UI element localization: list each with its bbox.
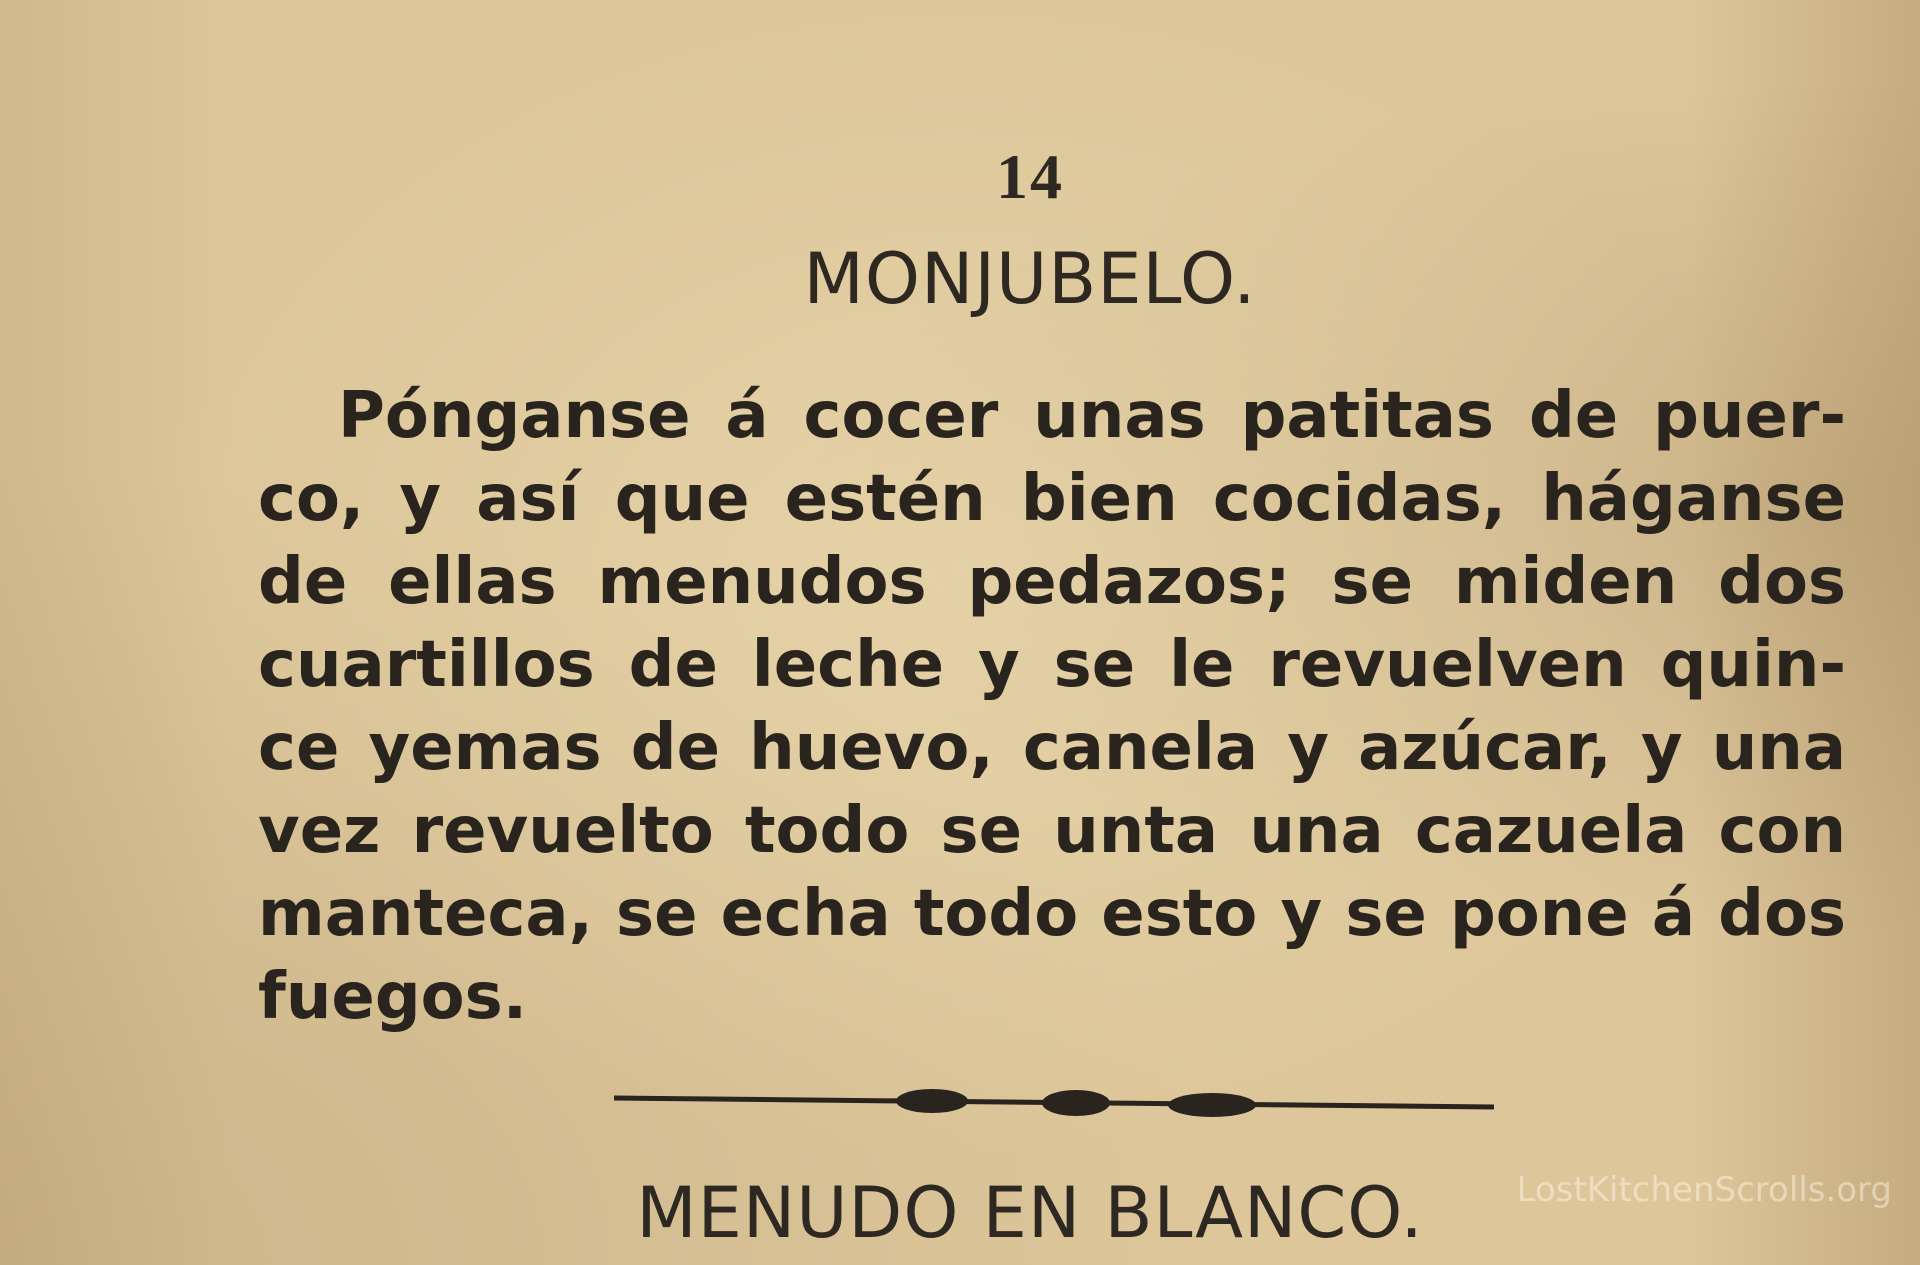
- body-line: de ellas menudos pedazos; se miden dos: [258, 545, 1846, 619]
- body-line: vez revuelto todo se unta una cazuela con: [258, 794, 1846, 868]
- next-recipe-title: MENUDO EN BLANCO.: [636, 1172, 1424, 1254]
- watermark-text: LostKitchenScrolls.org: [1516, 1170, 1892, 1210]
- body-line: manteca, se echa todo esto y se pone á dos: [258, 877, 1846, 951]
- body-line: co, y así que estén bien cocidas, háganse: [258, 462, 1846, 536]
- recipe-body: [258, 375, 1846, 1039]
- body-line: cuartillos de leche y se le revuelven quin-: [258, 628, 1846, 702]
- divider-ornament: [614, 1080, 1494, 1124]
- page-number: 14: [996, 141, 1064, 212]
- body-line: fuegos.: [258, 960, 527, 1034]
- body-line: ce yemas de huevo, canela y azúcar, y una: [258, 711, 1846, 785]
- recipe-title: MONJUBELO.: [803, 238, 1257, 320]
- body-line: Pónganse á cocer unas patitas de puer-: [338, 379, 1846, 453]
